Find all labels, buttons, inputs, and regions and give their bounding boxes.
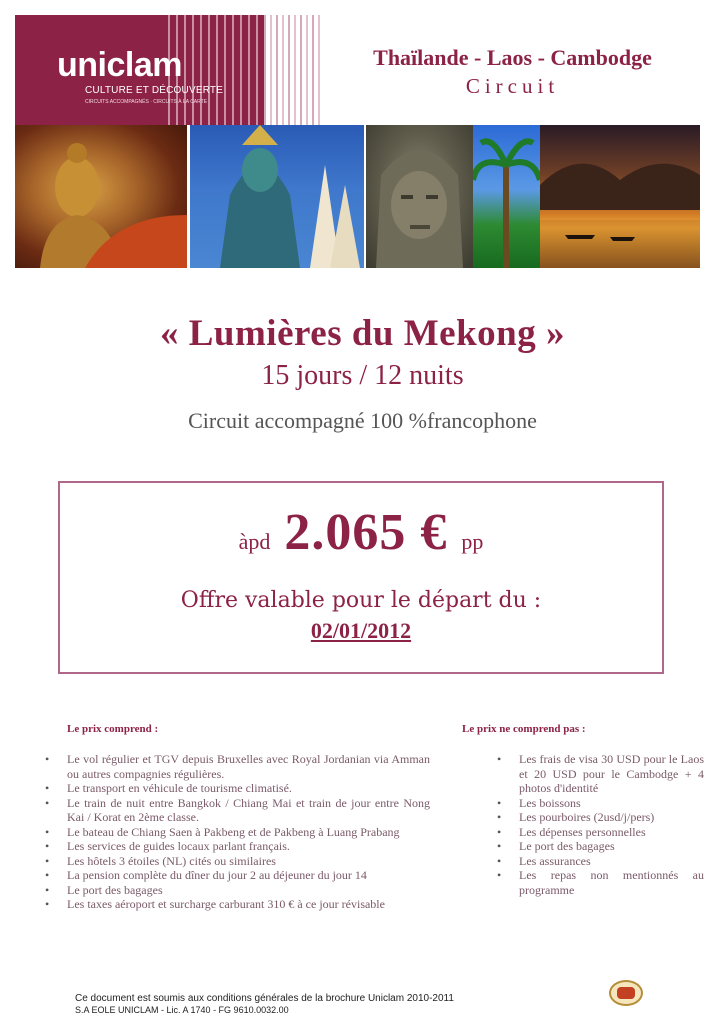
includes-list: [67, 752, 430, 912]
brand-logo: uniclam: [57, 46, 182, 84]
list-item: • Les pourboires (2usd/j/pers): [519, 810, 704, 825]
includes-title: Le prix comprend :: [67, 723, 159, 735]
list-item: • La pension complète du dîner du jour 2 au déjeuner du jour 14: [67, 868, 430, 883]
list-item: • Le train de nuit entre Bangkok / Chiang Mai et train de jour entre Nong Kai / Korat en 2ème classe.: [67, 796, 430, 825]
guardian-illustration: [190, 125, 364, 268]
brand-subtag: CIRCUITS ACCOMPAGNÉS · CIRCUITS À LA CARTE: [85, 99, 208, 105]
tour-title: « Lumières du Mekong »: [159, 313, 565, 354]
seal-icon: [609, 980, 643, 1006]
price-suffix: pp: [461, 529, 484, 554]
excludes-list: [519, 752, 704, 897]
brand-tagline: CULTURE ET DÉCOUVERTE: [85, 85, 224, 96]
brand-banner: [15, 15, 264, 125]
list-item: • Le vol régulier et TGV depuis Bruxelles avec Royal Jordanian via Amman ou autres compagnies régulières.: [67, 752, 430, 781]
palm-photo: [473, 125, 540, 268]
price-line: [60, 503, 662, 562]
offer-text: Offre valable pour le départ du :: [180, 588, 542, 613]
sunset-illustration: [540, 125, 700, 268]
excludes-title: Le prix ne comprend pas :: [462, 723, 586, 735]
tour-duration: 15 jours / 12 nuits: [261, 360, 464, 391]
list-item: • Les boissons: [519, 796, 704, 811]
circuit-label: Circuit: [465, 74, 560, 98]
price-prefix: àpd: [238, 529, 271, 554]
footer-conditions: Ce document est soumis aux conditions générales de la brochure Uniclam 2010-2011: [75, 993, 454, 1004]
list-item: • Les repas non mentionnés au programme: [519, 868, 704, 897]
list-item: • Les dépenses personnelles: [519, 825, 704, 840]
angkor-face-photo: [366, 125, 473, 268]
list-item: • Les taxes aéroport et surcharge carburant 310 € à ce jour révisable: [67, 897, 430, 912]
departure-date: 02/01/2012: [310, 618, 412, 643]
list-item: • Le port des bagages: [519, 839, 704, 854]
price-amount: 2.065 €: [284, 504, 448, 561]
list-item: • Les services de guides locaux parlant français.: [67, 839, 430, 854]
list-item: • Les hôtels 3 étoiles (NL) cités ou similaires: [67, 854, 430, 869]
list-item: • Le port des bagages: [67, 883, 430, 898]
angkor-illustration: [366, 125, 473, 268]
mekong-sunset-photo: [540, 125, 700, 268]
list-item: • Le bateau de Chiang Saen à Pakbeng et de Pakbeng à Luang Prabang: [67, 825, 430, 840]
footer-license: S.A EOLE UNICLAM - Lic. A 1740 - FG 9610.0032.00: [75, 1005, 289, 1015]
temple-guardian-photo: [190, 125, 364, 268]
tour-guided-note: Circuit accompagné 100 %francophone: [188, 408, 537, 433]
list-item: • Les frais de visa 30 USD pour le Laos et 20 USD pour le Cambodge + 4 photos d'identité: [519, 752, 704, 796]
seal-emblem: [617, 987, 635, 999]
list-item: • Le transport en véhicule de tourisme climatisé.: [67, 781, 430, 796]
buddha-photo: [15, 125, 187, 268]
price-box: [58, 481, 664, 674]
palm-illustration: [473, 125, 540, 268]
buddha-illustration: [15, 125, 187, 268]
list-item: • Les assurances: [519, 854, 704, 869]
header-stripes: [264, 15, 320, 125]
destinations-title: Thaïlande - Laos - Cambodge: [373, 45, 652, 70]
